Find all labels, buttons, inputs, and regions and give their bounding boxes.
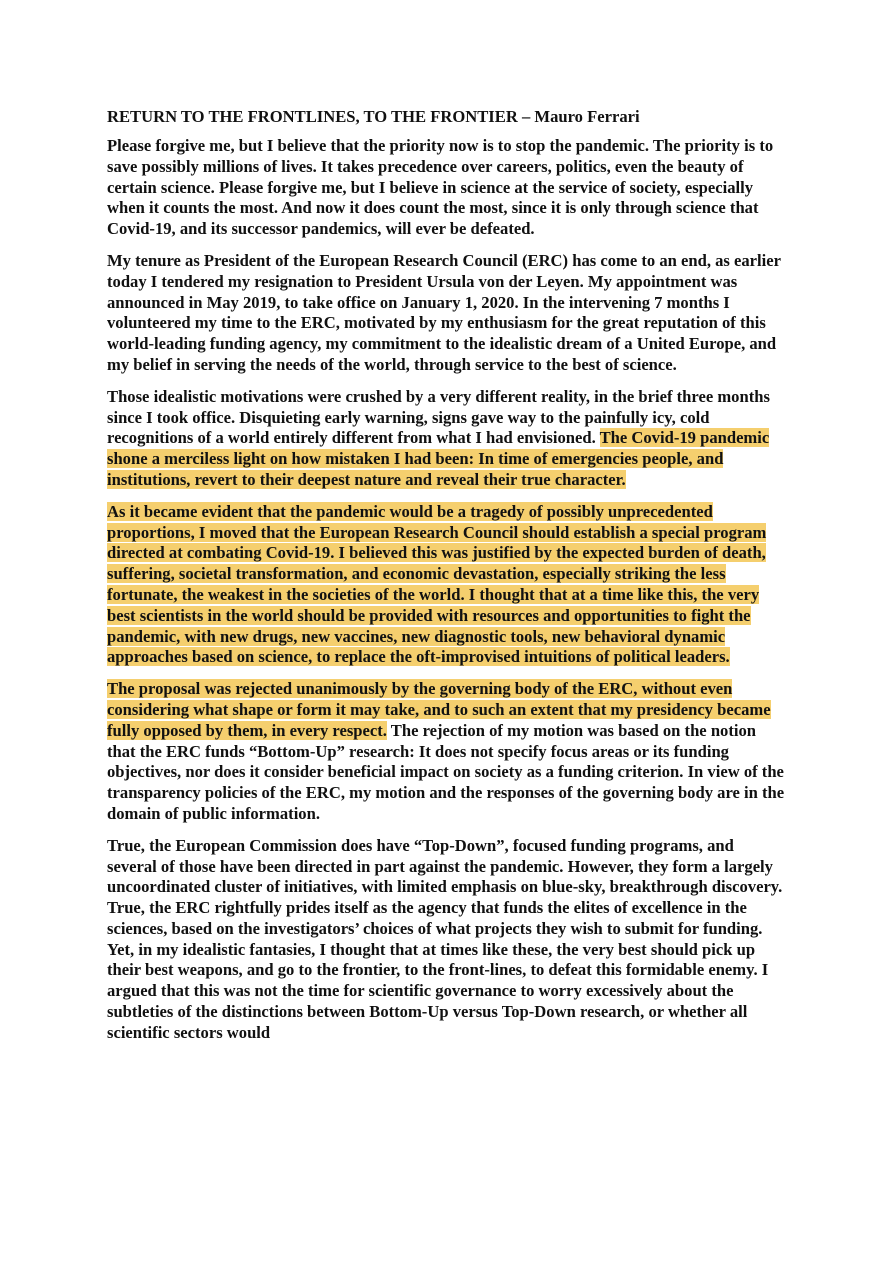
paragraph-3	[107, 387, 787, 491]
paragraph-6	[107, 836, 787, 1044]
paragraph-text: My tenure as President of the European Research Council (ERC) has come to an end, as earlier today I tendered my resignation to President Ursula von der Leyen. My appointment was announced in May 2019, to take office on January 1, 2020. In the intervening 7 months I volunteered my time to the ERC, motivated by my enthusiasm for the great reputation of this world-leading funding agency, my commitment to the idealistic dream of a United Europe, and my belief in serving the needs of the world, through service to the best of science.	[107, 250, 781, 374]
paragraph-text: Please forgive me, but I believe that the priority now is to stop the pandemic. The priority is to save possibly millions of lives. It takes precedence over careers, politics, even the beauty of certain science. Please forgive me, but I believe in science at the service of society, especially when it counts the most. And now it does count the most, since it is only through science that Covid-19, and its successor pandemics, will ever be defeated.	[107, 136, 774, 239]
highlighted-text: The Covid-19 pandemic shone a merciless light on how mistaken I had been: In time of emergencies people, and institutions, revert to their deepest nature and reveal their true character.	[107, 428, 770, 489]
document-page	[107, 106, 787, 1055]
highlighted-text: As it became evident that the pandemic would be a tragedy of possibly unprecedented proportions, I moved that the European Research Council should establish a special program directed at combating Covid-19. I believed this was justified by the expected burden of death, suffering, societal transformation, and economic devastation, especially striking the less fortunate, the weakest in the societies of the world. I thought that at a time like this, the very best scientists in the world should be provided with resources and opportunities to fight the pandemic, with new drugs, new vaccines, new diagnostic tools, new behavioral dynamic approaches based on science, to replace the oft-improvised intuitions of political leaders.	[107, 501, 767, 667]
paragraph-2	[107, 251, 787, 376]
paragraph-text: Those idealistic motivations were crushed by a very different reality, in the brief three months since I took office. Disquieting early warning, signs gave way to the painfully icy, cold recognitions of a world entirely different from what I had envisioned.	[107, 386, 770, 448]
paragraph-text: The rejection of my motion was based on the notion that the ERC funds “Bottom-Up” research: It does not specify focus areas or its funding objectives, nor does it consider beneficial impact on society as a funding criterion. In view of the transparency policies of the ERC, my motion and the responses of the governing body are in the domain of public information.	[107, 720, 785, 823]
paragraph-5	[107, 679, 787, 825]
highlighted-text: The proposal was rejected unanimously by the governing body of the ERC, without even considering what shape or form it may take, and to such an extent that my presidency became fully opposed by them, in every respect.	[107, 679, 771, 740]
paragraph-text: True, the European Commission does have “Top-Down”, focused funding programs, and several of those have been directed in part against the pandemic. However, they form a largely uncoordinated cluster of initiatives, with limited emphasis on blue-sky, breakthrough discovery. True, the ERC rightfully prides itself as the agency that funds the elites of excellence in the sciences, based on the investigators’ choices of what projects they wish to submit for funding. Yet, in my idealistic fantasies, I thought that at times like these, the very best should pick up their best weapons, and go to the frontier, to the front-lines, to defeat this formidable enemy. I argued that this was not the time for scientific governance to worry excessively about the subtleties of the distinctions between Bottom-Up versus Top-Down research, or whether all scientific sectors would	[107, 835, 783, 1042]
document-title: RETURN TO THE FRONTLINES, TO THE FRONTIER – Mauro Ferrari	[107, 107, 640, 126]
paragraph-1	[107, 136, 787, 240]
paragraph-4	[107, 502, 787, 668]
